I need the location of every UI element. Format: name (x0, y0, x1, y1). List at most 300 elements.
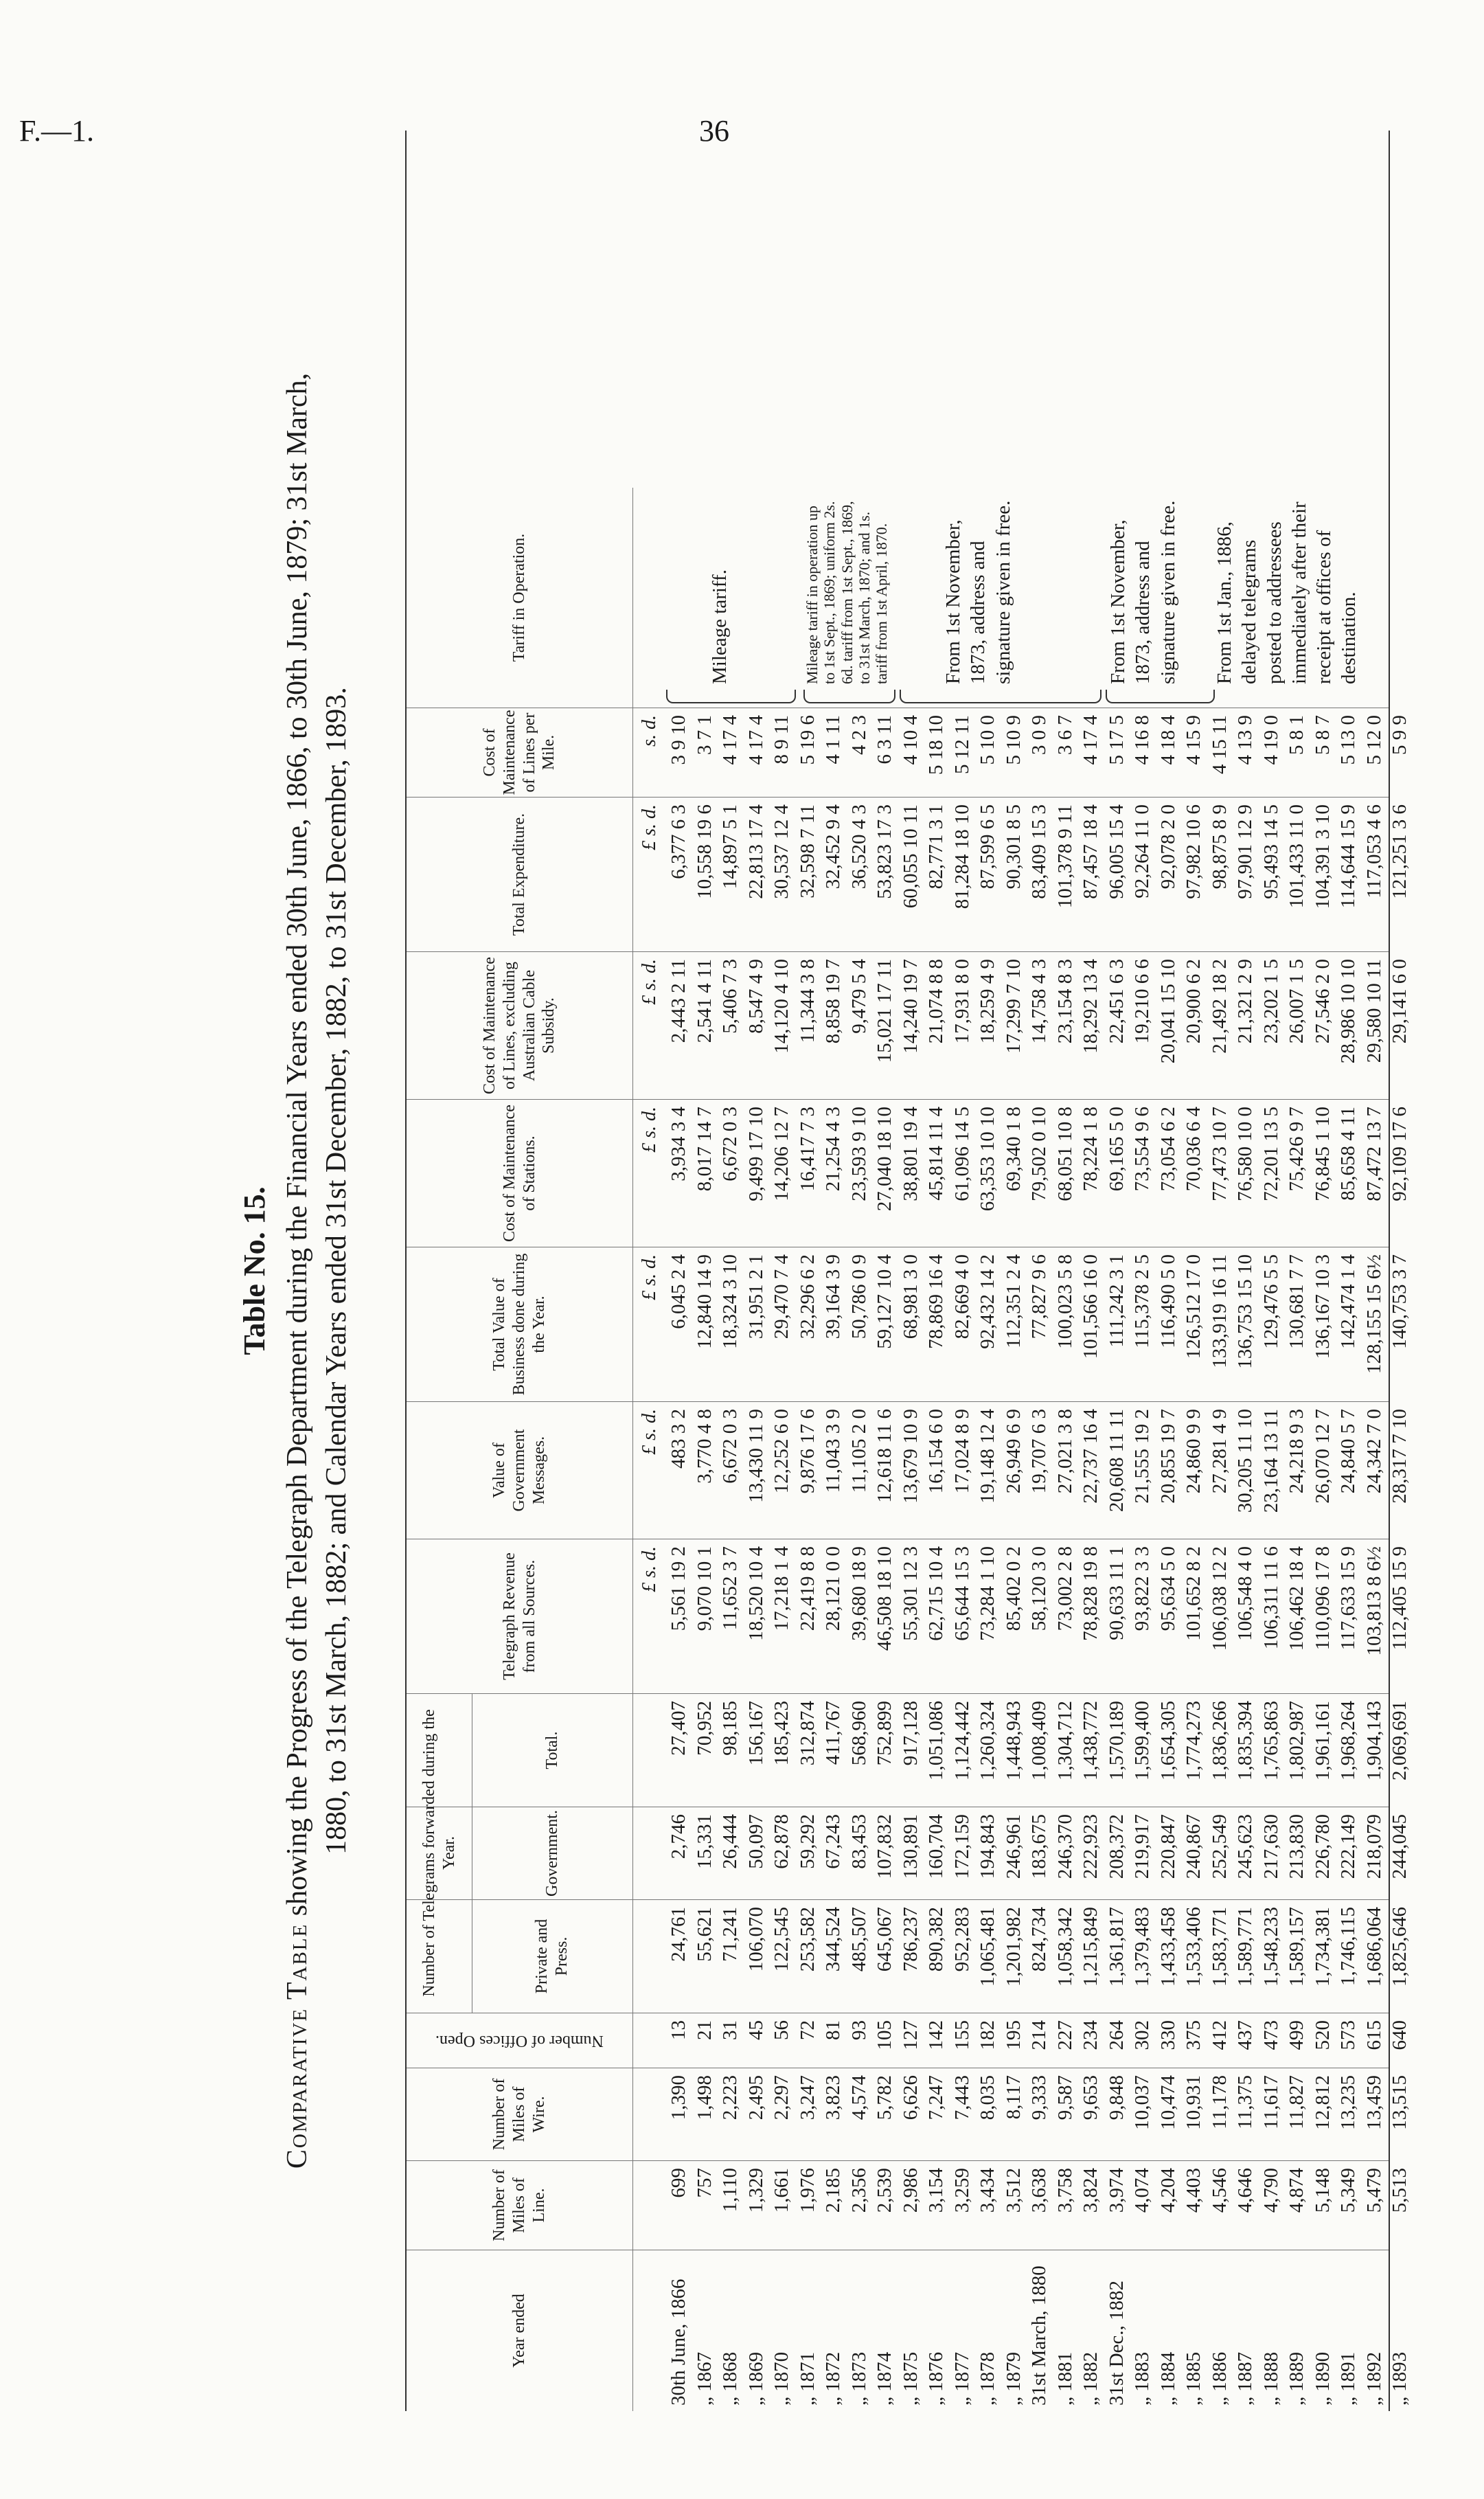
cell-rev: 46,508 18 10 (874, 1546, 895, 1651)
cell-gov: 160,704 (925, 1814, 947, 1879)
cell-pm: 5 10 0 (977, 715, 998, 765)
cell-offices: 127 (899, 2020, 922, 2050)
cell-tv: 126,512 17 0 (1183, 1254, 1205, 1359)
cell-offices: 13 (667, 2020, 689, 2040)
cell-private: 1,548,233 (1259, 1907, 1282, 1987)
col-head-private: Private and Press. (472, 1900, 633, 2013)
cell-wire: 1,390 (667, 2075, 689, 2121)
cell-private: 1,686,064 (1362, 1907, 1385, 1987)
cell-offices: 412 (1208, 2020, 1231, 2050)
cell-wire: 3,247 (796, 2075, 819, 2121)
cell-gov: 2,746 (667, 1814, 689, 1859)
col-gov-value (407, 1401, 1411, 1539)
cell-st: 61,096 14 5 (950, 1107, 973, 1201)
cell-pm: 4 2 3 (847, 715, 870, 755)
cell-line: 4,403 (1183, 2168, 1205, 2213)
cell-label: „ 1889 (1286, 2351, 1308, 2406)
caption-line-2: 1880, to 31st March, 1882; and Calendar Years ended 31st December, 1882, to 31st December, 1893. (320, 687, 352, 1855)
cell-label: „ 1870 (770, 2351, 792, 2406)
cell-rev: 85,402 0 2 (1002, 1546, 1025, 1631)
cell-gov: 244,045 (1389, 1814, 1411, 1879)
cell-offices: 640 (1389, 2020, 1411, 2050)
col-wire (407, 2068, 1411, 2160)
cell-tv: 12,840 14 9 (693, 1254, 716, 1349)
cell-tv: 82,669 4 0 (950, 1254, 973, 1339)
cell-wire: 10,037 (1131, 2075, 1153, 2130)
cell-label: 31st March, 1880 (1028, 2265, 1050, 2406)
cell-st: 76,580 10 0 (1234, 1107, 1256, 1201)
cell-label: „ 1893 (1389, 2351, 1411, 2406)
col-body-per-mile (666, 708, 1413, 797)
cell-li: 21,321 2 9 (1234, 959, 1256, 1044)
cell-li: 20,900 6 2 (1183, 959, 1205, 1044)
rotated-table-area (237, 131, 1411, 2411)
cell-private: 1,201,982 (1002, 1907, 1025, 1987)
cell-li: 14,758 4 3 (1028, 959, 1050, 1044)
cell-ex: 6,377 6 3 (667, 804, 689, 879)
cell-rev: 78,828 19 8 (1080, 1546, 1101, 1641)
cell-line: 2,185 (822, 2168, 844, 2213)
cell-gov: 245,623 (1234, 1814, 1256, 1879)
cell-label: „ 1879 (1002, 2351, 1025, 2406)
cell-govv: 11,105 2 0 (847, 1409, 870, 1493)
cell-label: „ 1869 (744, 2351, 767, 2406)
cell-line: 5,513 (1389, 2168, 1411, 2213)
cell-rev: 110,096 17 8 (1311, 1546, 1334, 1651)
cell-li: 21,074 8 8 (925, 959, 947, 1044)
cell-wire: 8,035 (977, 2075, 998, 2121)
cell-offices: 234 (1080, 2020, 1101, 2050)
cell-st: 68,051 10 8 (1053, 1107, 1076, 1201)
cell-tv: 29,470 7 4 (770, 1254, 792, 1339)
cell-gov: 213,830 (1286, 1814, 1308, 1879)
cell-tv: 130,681 7 7 (1286, 1254, 1308, 1349)
cell-ex: 97,982 10 6 (1183, 804, 1205, 899)
cell-rev: 18,520 10 4 (744, 1546, 767, 1641)
cell-govv: 30,205 11 10 (1234, 1409, 1256, 1513)
cell-rev: 103,813 8 6½ (1362, 1546, 1385, 1656)
cell-st: 16,417 7 3 (796, 1107, 819, 1192)
cell-li: 2,541 4 11 (693, 959, 716, 1043)
brace-2 (803, 690, 895, 703)
cell-govv: 20,608 11 11 (1105, 1409, 1128, 1513)
cell-govv: 20,855 19 7 (1156, 1409, 1179, 1504)
cell-gov: 220,847 (1156, 1814, 1179, 1879)
cell-gov: 183,675 (1028, 1814, 1050, 1879)
cell-total: 1,051,086 (925, 1701, 947, 1780)
cell-tv: 116,490 5 0 (1156, 1254, 1179, 1348)
cell-total: 312,874 (796, 1701, 819, 1766)
cell-tv: 115,378 2 5 (1131, 1254, 1153, 1348)
cell-total: 1,765,863 (1259, 1701, 1282, 1780)
cell-line: 4,546 (1208, 2168, 1231, 2213)
cell-pm: 5 8 1 (1286, 715, 1308, 755)
col-head-offices (407, 2013, 633, 2068)
cell-gov: 62,878 (770, 1814, 792, 1869)
cell-govv: 19,707 6 3 (1028, 1409, 1050, 1494)
tariff-note-1: Mileage tariff. (709, 569, 731, 684)
cell-ex: 104,391 3 10 (1311, 804, 1334, 909)
cell-gov: 240,867 (1183, 1814, 1205, 1879)
cell-rev: 106,548 4 0 (1234, 1546, 1256, 1641)
cell-gov: 130,891 (899, 1814, 922, 1879)
col-body-gov-value (666, 1402, 1413, 1539)
cell-private: 1,533,406 (1183, 1907, 1205, 1987)
cell-private: 1,583,771 (1208, 1907, 1231, 1987)
cell-gov: 246,370 (1053, 1814, 1076, 1879)
cell-private: 71,241 (719, 1907, 741, 1962)
cell-total: 2,069,691 (1389, 1701, 1411, 1780)
cell-private: 106,070 (744, 1907, 767, 1972)
cell-wire: 9,848 (1105, 2075, 1128, 2121)
cell-ex: 83,409 15 3 (1028, 804, 1050, 899)
cell-label: „ 1872 (822, 2351, 844, 2406)
cell-tv: 77,827 9 6 (1028, 1254, 1050, 1339)
cell-total: 1,260,324 (977, 1701, 998, 1780)
col-revenue (407, 1539, 1411, 1693)
cell-gov: 172,159 (950, 1814, 973, 1879)
col-total-value (407, 1247, 1411, 1401)
cell-li: 9,479 5 4 (847, 959, 870, 1034)
cell-offices: 195 (1002, 2020, 1025, 2050)
cell-st: 45,814 11 4 (925, 1107, 947, 1201)
cell-gov: 26,444 (719, 1814, 741, 1869)
cell-label: „ 1881 (1053, 2351, 1076, 2406)
cell-line: 4,646 (1234, 2168, 1256, 2213)
cell-pm: 4 19 0 (1259, 715, 1282, 765)
col-offices (407, 2013, 1411, 2068)
cell-rev: 106,462 18 4 (1286, 1546, 1308, 1651)
col-stations (407, 1099, 1411, 1247)
cell-govv: 27,021 3 8 (1053, 1409, 1076, 1494)
cell-offices: 155 (950, 2020, 973, 2050)
cell-pm: 5 18 10 (925, 715, 947, 775)
cell-total: 1,968,264 (1337, 1701, 1359, 1780)
cell-offices: 499 (1286, 2020, 1308, 2050)
cell-offices: 227 (1053, 2020, 1076, 2050)
col-head-tariff: Tariff in Operation. (407, 488, 633, 708)
col-head-revenue: Telegraph Revenue from all Sources. (407, 1539, 633, 1693)
cell-wire: 7,247 (925, 2075, 947, 2121)
col-head-offices-label: Number of Offices Open. (435, 2031, 604, 2050)
cell-ex: 60,055 10 11 (899, 804, 922, 909)
cell-govv: 23,164 13 11 (1259, 1409, 1282, 1513)
cell-li: 22,451 6 3 (1105, 959, 1128, 1044)
cell-ex: 81,284 18 10 (950, 804, 973, 909)
cell-rev: 117,633 15 9 (1337, 1546, 1359, 1651)
cell-tv: 128,155 15 6½ (1362, 1254, 1385, 1374)
cell-st: 75,426 9 7 (1286, 1107, 1308, 1192)
cell-offices: 214 (1028, 2020, 1050, 2050)
cell-wire: 12,812 (1311, 2075, 1334, 2130)
cell-rev: 93,822 3 3 (1131, 1546, 1153, 1631)
cell-tv: 101,566 16 0 (1080, 1254, 1101, 1359)
tariff-note-3: From 1st November, 1873, address and signature given in free. (942, 500, 1014, 684)
cell-line: 3,154 (925, 2168, 947, 2213)
cell-tv: 68,981 3 0 (899, 1254, 922, 1339)
cell-govv: 26,070 12 7 (1311, 1409, 1334, 1504)
table-number: Table No. 15. (238, 1186, 271, 1355)
brace-4 (1106, 690, 1215, 703)
cell-private: 1,379,483 (1131, 1907, 1153, 1987)
cell-private: 890,382 (925, 1907, 947, 1972)
cell-label: „ 1890 (1311, 2351, 1334, 2406)
cell-line: 2,986 (899, 2168, 922, 2213)
col-body-total (666, 1694, 1413, 1807)
col-body-wire (666, 2068, 1413, 2160)
cell-total: 70,952 (693, 1701, 716, 1756)
cell-li: 23,202 1 5 (1259, 959, 1282, 1044)
cell-govv: 16,154 6 0 (925, 1409, 947, 1494)
cell-line: 3,512 (1002, 2168, 1025, 2213)
cell-rev: 62,715 10 4 (925, 1546, 947, 1641)
cell-private: 1,361,817 (1105, 1907, 1128, 1987)
cell-govv: 24,840 5 7 (1337, 1409, 1359, 1494)
cell-label: 31st Dec., 1882 (1105, 2280, 1128, 2406)
cell-wire: 3,823 (822, 2075, 844, 2121)
cell-total: 185,423 (770, 1701, 792, 1766)
cell-total: 156,167 (744, 1701, 767, 1766)
cell-wire: 2,495 (744, 2075, 767, 2121)
cell-rev: 55,301 12 3 (899, 1546, 922, 1641)
cell-pm: 3 9 10 (667, 715, 689, 765)
cell-label: „ 1882 (1080, 2351, 1101, 2406)
cell-li: 20,041 15 10 (1156, 959, 1179, 1064)
cell-label: „ 1888 (1259, 2351, 1282, 2406)
cell-label: „ 1868 (719, 2351, 741, 2406)
col-government (407, 1807, 1411, 1899)
cell-label: „ 1867 (693, 2351, 716, 2406)
units-total-value: £ s. d. (639, 1254, 660, 1300)
cell-rev: 95,634 5 0 (1156, 1546, 1179, 1631)
cell-rev: 90,633 11 1 (1105, 1546, 1128, 1640)
caption-lead: Comparative Table (282, 1923, 313, 2169)
cell-rev: 101,652 8 2 (1183, 1546, 1205, 1641)
cell-li: 14,240 19 7 (899, 959, 922, 1054)
col-body-lines (666, 952, 1413, 1099)
cell-st: 27,040 18 10 (874, 1107, 895, 1212)
cell-label: „ 1892 (1362, 2351, 1385, 2406)
col-total (407, 1693, 1411, 1807)
units-per-mile: s. d. (639, 715, 660, 747)
cell-wire: 6,626 (899, 2075, 922, 2121)
cell-total: 1,599,400 (1131, 1701, 1153, 1780)
cell-private: 485,507 (847, 1907, 870, 1972)
cell-pm: 4 1 11 (822, 715, 844, 765)
col-body-line (666, 2161, 1413, 2250)
cell-st: 14,206 12 7 (770, 1107, 792, 1201)
cell-total: 1,774,273 (1183, 1701, 1205, 1780)
cell-tv: 6,045 2 4 (667, 1254, 689, 1329)
cell-govv: 27,281 4 9 (1208, 1409, 1231, 1494)
cell-tv: 18,324 3 10 (719, 1254, 741, 1349)
cell-private: 24,761 (667, 1907, 689, 1962)
cell-gov: 226,780 (1311, 1814, 1334, 1879)
cell-pm: 4 10 4 (899, 715, 922, 765)
cell-li: 29,141 6 0 (1389, 959, 1411, 1044)
cell-li: 26,007 1 5 (1286, 959, 1308, 1044)
cell-rev: 106,311 11 6 (1259, 1546, 1282, 1650)
col-head-lines: Cost of Maintenance of Lines, excluding Australian Cable Subsidy. (407, 952, 633, 1099)
cell-wire: 1,498 (693, 2075, 716, 2121)
cell-li: 29,580 10 11 (1362, 959, 1385, 1063)
cell-ex: 32,452 9 4 (822, 804, 844, 890)
units-expenditure: £ s. d. (639, 804, 660, 850)
cell-govv: 9,876 17 6 (796, 1409, 819, 1494)
cell-pm: 5 9 9 (1389, 715, 1411, 755)
cell-total: 1,835,394 (1234, 1701, 1256, 1780)
col-body-revenue (666, 1539, 1413, 1693)
cell-govv: 11,043 3 9 (822, 1409, 844, 1493)
col-body-year (666, 2250, 1413, 2411)
cell-tv: 50,786 0 9 (847, 1254, 870, 1339)
cell-st: 76,845 1 10 (1311, 1107, 1334, 1201)
cell-gov: 246,961 (1002, 1814, 1025, 1879)
cell-wire: 10,474 (1156, 2075, 1179, 2130)
cell-pm: 4 17 4 (719, 715, 741, 765)
cell-total: 1,802,987 (1286, 1701, 1308, 1780)
cell-total: 1,448,943 (1002, 1701, 1025, 1780)
col-body-stations (666, 1100, 1413, 1247)
cell-st: 3,934 3 4 (667, 1107, 689, 1181)
cell-total: 1,304,712 (1053, 1701, 1076, 1780)
cell-st: 6,672 0 3 (719, 1107, 741, 1181)
cell-st: 87,472 13 7 (1362, 1107, 1385, 1201)
cell-tv: 78,869 16 4 (925, 1254, 947, 1349)
cell-label: „ 1885 (1183, 2351, 1205, 2406)
cell-rev: 112,405 15 9 (1389, 1546, 1411, 1651)
cell-gov: 50,097 (744, 1814, 767, 1869)
cell-offices: 615 (1362, 2020, 1385, 2050)
cell-st: 73,554 9 6 (1131, 1107, 1153, 1192)
cell-line: 1,976 (796, 2168, 819, 2213)
cell-rev: 106,038 12 2 (1208, 1546, 1231, 1651)
cell-rev: 28,121 0 0 (822, 1546, 844, 1631)
progress-table (405, 131, 1411, 2411)
cell-gov: 67,243 (822, 1814, 844, 1869)
cell-gov: 59,292 (796, 1814, 819, 1869)
cell-ex: 101,433 11 0 (1286, 804, 1308, 909)
cell-rev: 17,218 1 4 (770, 1546, 792, 1631)
cell-pm: 4 17 4 (744, 715, 767, 765)
cell-tv: 39,164 3 9 (822, 1254, 844, 1339)
col-head-expenditure: Total Expenditure. (407, 798, 633, 951)
cell-wire: 10,931 (1183, 2075, 1205, 2130)
cell-rev: 22,419 8 8 (796, 1546, 819, 1631)
cell-wire: 11,617 (1259, 2075, 1282, 2129)
page-reference: F.—1. (19, 114, 94, 148)
cell-private: 1,825,646 (1389, 1907, 1411, 1987)
cell-pm: 5 13 0 (1337, 715, 1359, 765)
cell-rev: 73,002 2 8 (1053, 1546, 1076, 1631)
cell-wire: 9,587 (1053, 2075, 1076, 2121)
cell-pm: 4 16 8 (1131, 715, 1153, 765)
cell-ex: 121,251 3 6 (1389, 804, 1411, 899)
cell-wire: 11,375 (1234, 2075, 1256, 2129)
cell-st: 73,054 6 2 (1156, 1107, 1179, 1192)
col-per-mile (407, 708, 1411, 797)
cell-total: 27,407 (667, 1701, 689, 1756)
cell-line: 2,356 (847, 2168, 870, 2213)
cell-pm: 5 10 9 (1002, 715, 1025, 765)
cell-li: 18,292 13 4 (1080, 959, 1101, 1054)
cell-govv: 22,737 16 4 (1080, 1409, 1101, 1504)
cell-st: 78,224 1 8 (1080, 1107, 1101, 1192)
cell-tv: 31,951 2 1 (744, 1254, 767, 1339)
cell-offices: 93 (847, 2020, 870, 2040)
cell-line: 5,349 (1337, 2168, 1359, 2213)
cell-line: 3,638 (1028, 2168, 1050, 2213)
page-number: 36 (699, 114, 729, 148)
cell-pm: 4 18 4 (1156, 715, 1179, 765)
cell-li: 2,443 2 11 (667, 959, 689, 1043)
col-body-offices (666, 2013, 1413, 2068)
cell-govv: 12,252 6 0 (770, 1409, 792, 1494)
cell-line: 1,329 (744, 2168, 767, 2213)
cell-label: 30th June, 1866 (667, 2278, 689, 2406)
cell-total: 917,128 (899, 1701, 922, 1766)
cell-li: 28,986 10 10 (1337, 959, 1359, 1064)
col-line (407, 2160, 1411, 2250)
cell-line: 1,661 (770, 2168, 792, 2213)
cell-li: 11,344 3 8 (796, 959, 819, 1043)
cell-label: „ 1891 (1337, 2351, 1359, 2406)
cell-rev: 73,284 1 10 (977, 1546, 998, 1641)
cell-total: 1,654,305 (1156, 1701, 1179, 1780)
cell-st: 70,036 6 4 (1183, 1107, 1205, 1192)
cell-li: 21,492 18 2 (1208, 959, 1231, 1054)
cell-total: 1,904,143 (1362, 1701, 1385, 1780)
col-head-government: Government. (472, 1807, 633, 1899)
cell-private: 1,734,381 (1311, 1907, 1334, 1987)
cell-offices: 573 (1337, 2020, 1359, 2050)
cell-private: 952,283 (950, 1907, 973, 1972)
cell-line: 3,259 (950, 2168, 973, 2213)
cell-tv: 136,753 15 10 (1234, 1254, 1256, 1369)
cell-label: „ 1878 (977, 2351, 998, 2406)
cell-gov: 208,372 (1105, 1814, 1128, 1879)
cell-govv: 24,342 7 0 (1362, 1409, 1385, 1494)
cell-ex: 97,901 12 9 (1234, 804, 1256, 899)
col-body-total-value (666, 1247, 1413, 1401)
cell-line: 4,204 (1156, 2168, 1179, 2213)
cell-govv: 13,430 11 9 (744, 1409, 767, 1503)
cell-offices: 45 (744, 2020, 767, 2040)
cell-label: „ 1886 (1208, 2351, 1231, 2406)
cell-label: „ 1874 (874, 2351, 895, 2406)
cell-rev: 58,120 3 0 (1028, 1546, 1050, 1631)
tariff-note-5: From 1st Jan., 1886, delayed telegrams posted to addressees immediately after their receipt at offices of destination. (1213, 501, 1360, 684)
cell-wire: 2,223 (719, 2075, 741, 2121)
cell-tv: 133,919 16 11 (1208, 1254, 1231, 1368)
cell-rev: 9,070 10 1 (693, 1546, 716, 1631)
cell-offices: 520 (1311, 2020, 1334, 2050)
cell-gov: 222,923 (1080, 1814, 1101, 1879)
cell-tv: 32,296 6 2 (796, 1254, 819, 1339)
cell-li: 17,299 7 10 (1002, 959, 1025, 1054)
cell-ex: 53,823 17 3 (874, 804, 895, 899)
cell-pm: 4 13 9 (1234, 715, 1256, 765)
cell-label: „ 1884 (1156, 2351, 1179, 2406)
cell-li: 15,021 17 11 (874, 959, 895, 1063)
cell-line: 4,074 (1131, 2168, 1153, 2213)
cell-tv: 111,242 3 1 (1105, 1254, 1128, 1348)
cell-wire: 9,333 (1028, 2075, 1050, 2121)
cell-wire: 13,459 (1362, 2075, 1385, 2130)
cell-rev: 11,652 3 7 (719, 1546, 741, 1631)
cell-li: 5,406 7 3 (719, 959, 741, 1034)
cell-st: 23,593 9 10 (847, 1107, 870, 1201)
